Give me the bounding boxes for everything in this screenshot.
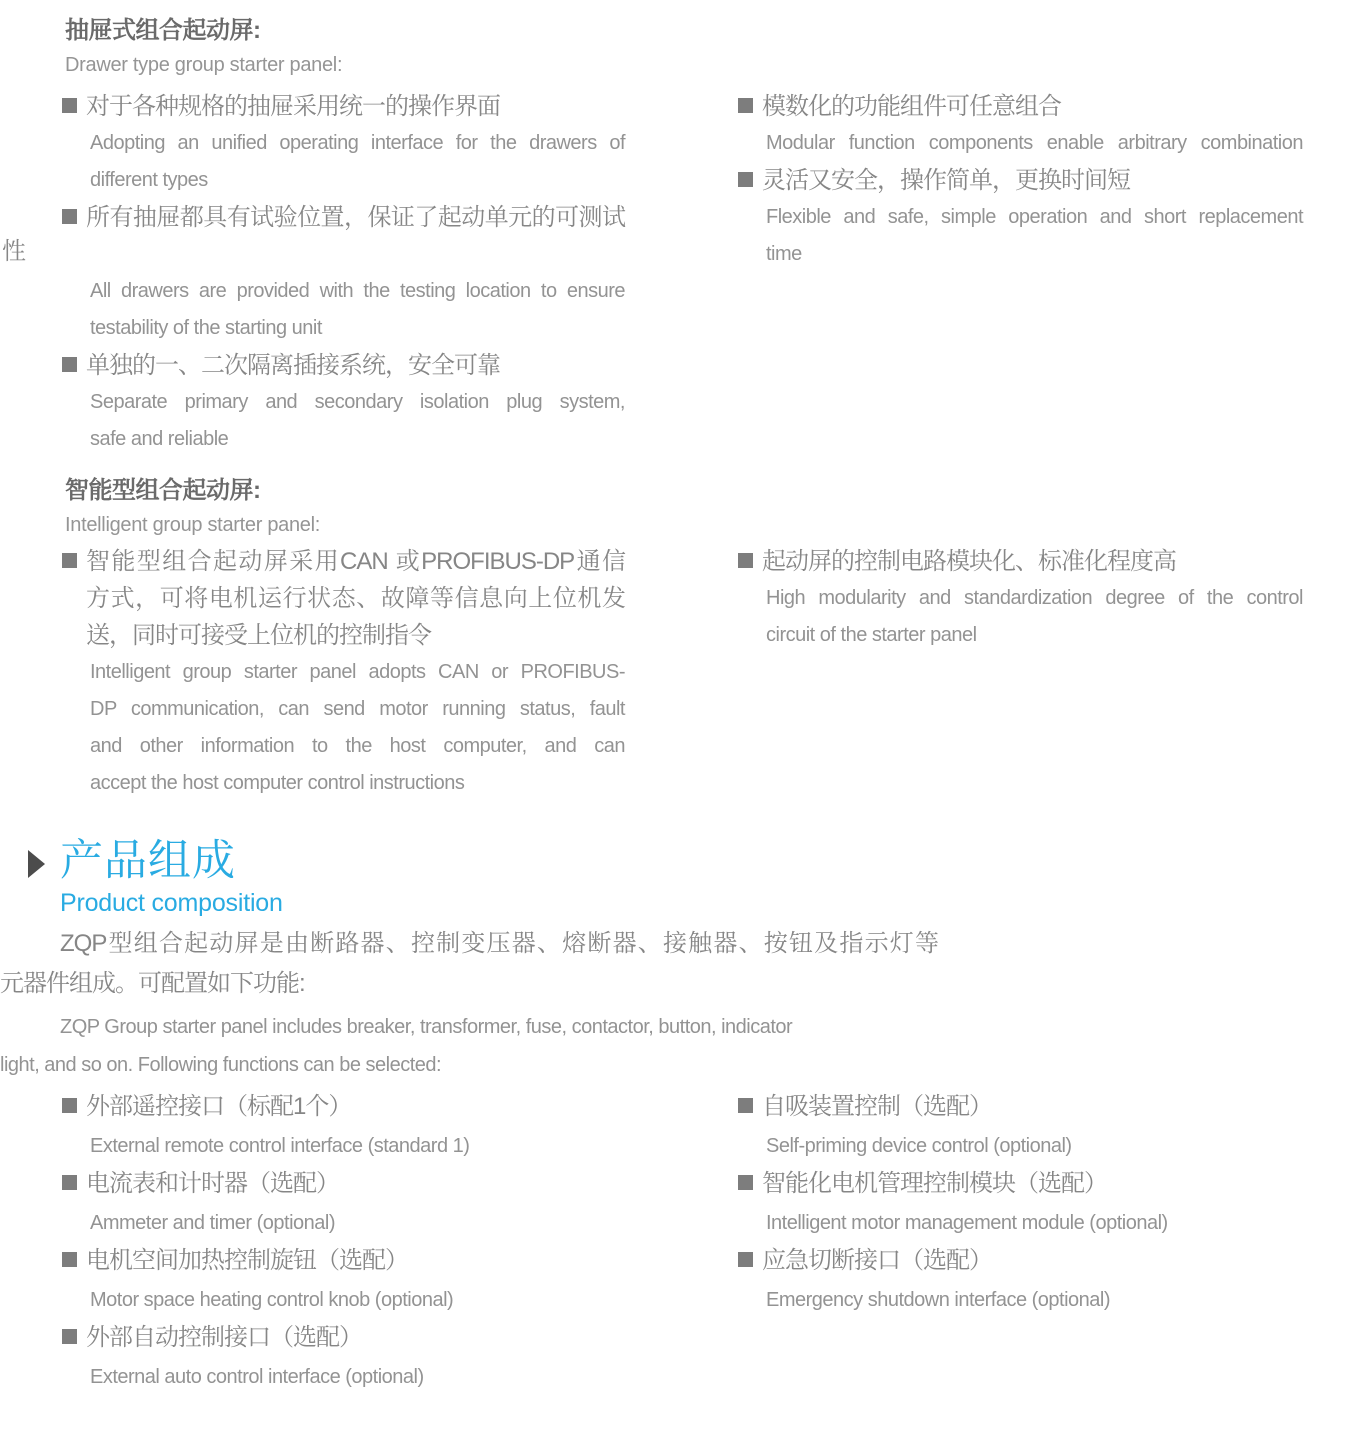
bullet-square-icon bbox=[62, 1098, 77, 1113]
function-item bbox=[738, 1242, 1318, 1319]
feature-cn-line: 单独的一、二次隔离插接系统，安全可靠 bbox=[86, 352, 500, 379]
function-cn-line: 电机空间加热控制旋钮（选配） bbox=[86, 1247, 408, 1274]
bullet-square-icon bbox=[738, 553, 753, 568]
feature-item bbox=[62, 347, 625, 458]
feature-en-line: Flexible and safe, simple operation and short replacement bbox=[766, 206, 1303, 228]
feature-item bbox=[738, 88, 1303, 162]
function-cn-line: 智能化电机管理控制模块（选配） bbox=[762, 1170, 1107, 1197]
feature-en-line: accept the host computer control instructions bbox=[90, 772, 465, 794]
feature-cn-line: 所有抽屉都具有试验位置，保证了起动单元的可测试 bbox=[86, 204, 625, 231]
bullet-square-icon bbox=[62, 98, 77, 113]
function-item bbox=[62, 1088, 662, 1165]
wrapped-overflow-char: 性 bbox=[2, 238, 25, 265]
function-en-line: External remote control interface (standard 1) bbox=[90, 1134, 470, 1157]
drawer-right-column bbox=[738, 88, 1303, 273]
bullet-square-icon bbox=[738, 172, 753, 187]
feature-en-line: time bbox=[766, 243, 802, 265]
function-item bbox=[62, 1242, 662, 1319]
feature-item bbox=[62, 199, 625, 347]
drawer-section-header bbox=[65, 14, 342, 82]
feature-cn-line: 方式，可将电机运行状态、故障等信息向上位机发 bbox=[86, 585, 625, 612]
function-cn-line: 自吸装置控制（选配） bbox=[762, 1093, 992, 1120]
function-item bbox=[62, 1165, 662, 1242]
intelligent-section-header bbox=[65, 474, 320, 542]
function-cn-line: 应急切断接口（选配） bbox=[762, 1247, 992, 1274]
paragraph-en-line: light, and so on. Following functions can be selected: bbox=[0, 1054, 442, 1076]
composition-heading-cn: 产品组成 bbox=[60, 837, 236, 885]
bullet-square-icon bbox=[62, 1329, 77, 1344]
bullet-square-icon bbox=[62, 357, 77, 372]
function-en-line: Motor space heating control knob (optional) bbox=[90, 1288, 454, 1311]
bullet-square-icon bbox=[738, 1098, 753, 1113]
paragraph-en-line: ZQP Group starter panel includes breaker, transformer, fuse, contactor, button, indicator bbox=[60, 1016, 793, 1038]
section-arrow-icon bbox=[28, 850, 45, 878]
feature-item bbox=[62, 88, 625, 199]
feature-en-line: High modularity and standardization degree of the control bbox=[766, 587, 1303, 609]
function-en-line: Self-priming device control (optional) bbox=[766, 1134, 1072, 1157]
feature-en-line: DP communication, can send motor running status, fault bbox=[90, 698, 625, 720]
bullet-square-icon bbox=[738, 98, 753, 113]
feature-en-line: testability of the starting unit bbox=[90, 317, 322, 339]
bullet-square-icon bbox=[62, 553, 77, 568]
feature-cn-line: 对于各种规格的抽屉采用统一的操作界面 bbox=[86, 93, 500, 120]
bullet-square-icon bbox=[62, 1252, 77, 1267]
feature-en-line: Intelligent group starter panel adopts CAN or PROFIBUS- bbox=[90, 661, 625, 683]
bullet-square-icon bbox=[738, 1175, 753, 1190]
feature-cn-line: 起动屏的控制电路模块化、标准化程度高 bbox=[762, 548, 1176, 575]
bullet-square-icon bbox=[62, 1175, 77, 1190]
feature-en-line: Modular function components enable arbitrary combination bbox=[766, 132, 1303, 154]
feature-cn-line: 送，同时可接受上位机的控制指令 bbox=[86, 622, 431, 649]
function-en-line: Intelligent motor management module (optional) bbox=[766, 1211, 1168, 1234]
intelligent-left-column bbox=[62, 543, 625, 802]
feature-en-line: different types bbox=[90, 169, 208, 191]
drawer-left-column bbox=[62, 88, 625, 458]
feature-cn-line: 模数化的功能组件可任意组合 bbox=[762, 93, 1061, 120]
functions-left-column bbox=[62, 1088, 662, 1396]
function-en-line: Ammeter and timer (optional) bbox=[90, 1211, 335, 1234]
function-item bbox=[738, 1088, 1318, 1165]
composition-heading-en: Product composition bbox=[60, 889, 283, 917]
feature-en-line: Adopting an unified operating interface for the drawers of bbox=[90, 132, 625, 154]
feature-en-line: safe and reliable bbox=[90, 428, 229, 450]
intelligent-right-column bbox=[738, 543, 1303, 654]
function-en-line: External auto control interface (optional) bbox=[90, 1365, 424, 1388]
feature-item bbox=[738, 162, 1303, 273]
feature-item bbox=[62, 543, 625, 802]
paragraph-cn-line: ZQP型组合起动屏是由断路器、控制变压器、熔断器、接触器、按钮及指示灯等 bbox=[60, 930, 938, 957]
feature-en-line: Separate primary and secondary isolation plug system, bbox=[90, 391, 625, 413]
paragraph-cn-line: 元器件组成。可配置如下功能: bbox=[0, 970, 305, 997]
bullet-square-icon bbox=[738, 1252, 753, 1267]
drawer-title-en: Drawer type group starter panel: bbox=[65, 54, 343, 76]
composition-paragraph-cn bbox=[0, 924, 938, 1004]
drawer-title-cn: 抽屉式组合起动屏: bbox=[65, 17, 261, 44]
feature-en-line: circuit of the starter panel bbox=[766, 624, 977, 646]
feature-cn-line: 智能型组合起动屏采用CAN 或PROFIBUS-DP通信 bbox=[86, 548, 625, 575]
functions-right-column bbox=[738, 1088, 1318, 1319]
function-cn-line: 外部遥控接口（标配1个） bbox=[86, 1093, 352, 1120]
function-en-line: Emergency shutdown interface (optional) bbox=[766, 1288, 1111, 1311]
feature-en-line: All drawers are provided with the testing location to ensure bbox=[90, 280, 625, 302]
function-cn-line: 电流表和计时器（选配） bbox=[86, 1170, 339, 1197]
bullet-square-icon bbox=[62, 209, 77, 224]
function-item bbox=[738, 1165, 1318, 1242]
feature-cn-line: 灵活又安全，操作简单，更换时间短 bbox=[762, 167, 1130, 194]
function-cn-line: 外部自动控制接口（选配） bbox=[86, 1324, 362, 1351]
composition-paragraph-en bbox=[0, 1008, 938, 1084]
feature-item bbox=[738, 543, 1303, 654]
intelligent-title-en: Intelligent group starter panel: bbox=[65, 514, 321, 536]
function-item bbox=[62, 1319, 662, 1396]
feature-en-line: and other information to the host computer, and can bbox=[90, 735, 625, 757]
intelligent-title-cn: 智能型组合起动屏: bbox=[65, 477, 261, 504]
